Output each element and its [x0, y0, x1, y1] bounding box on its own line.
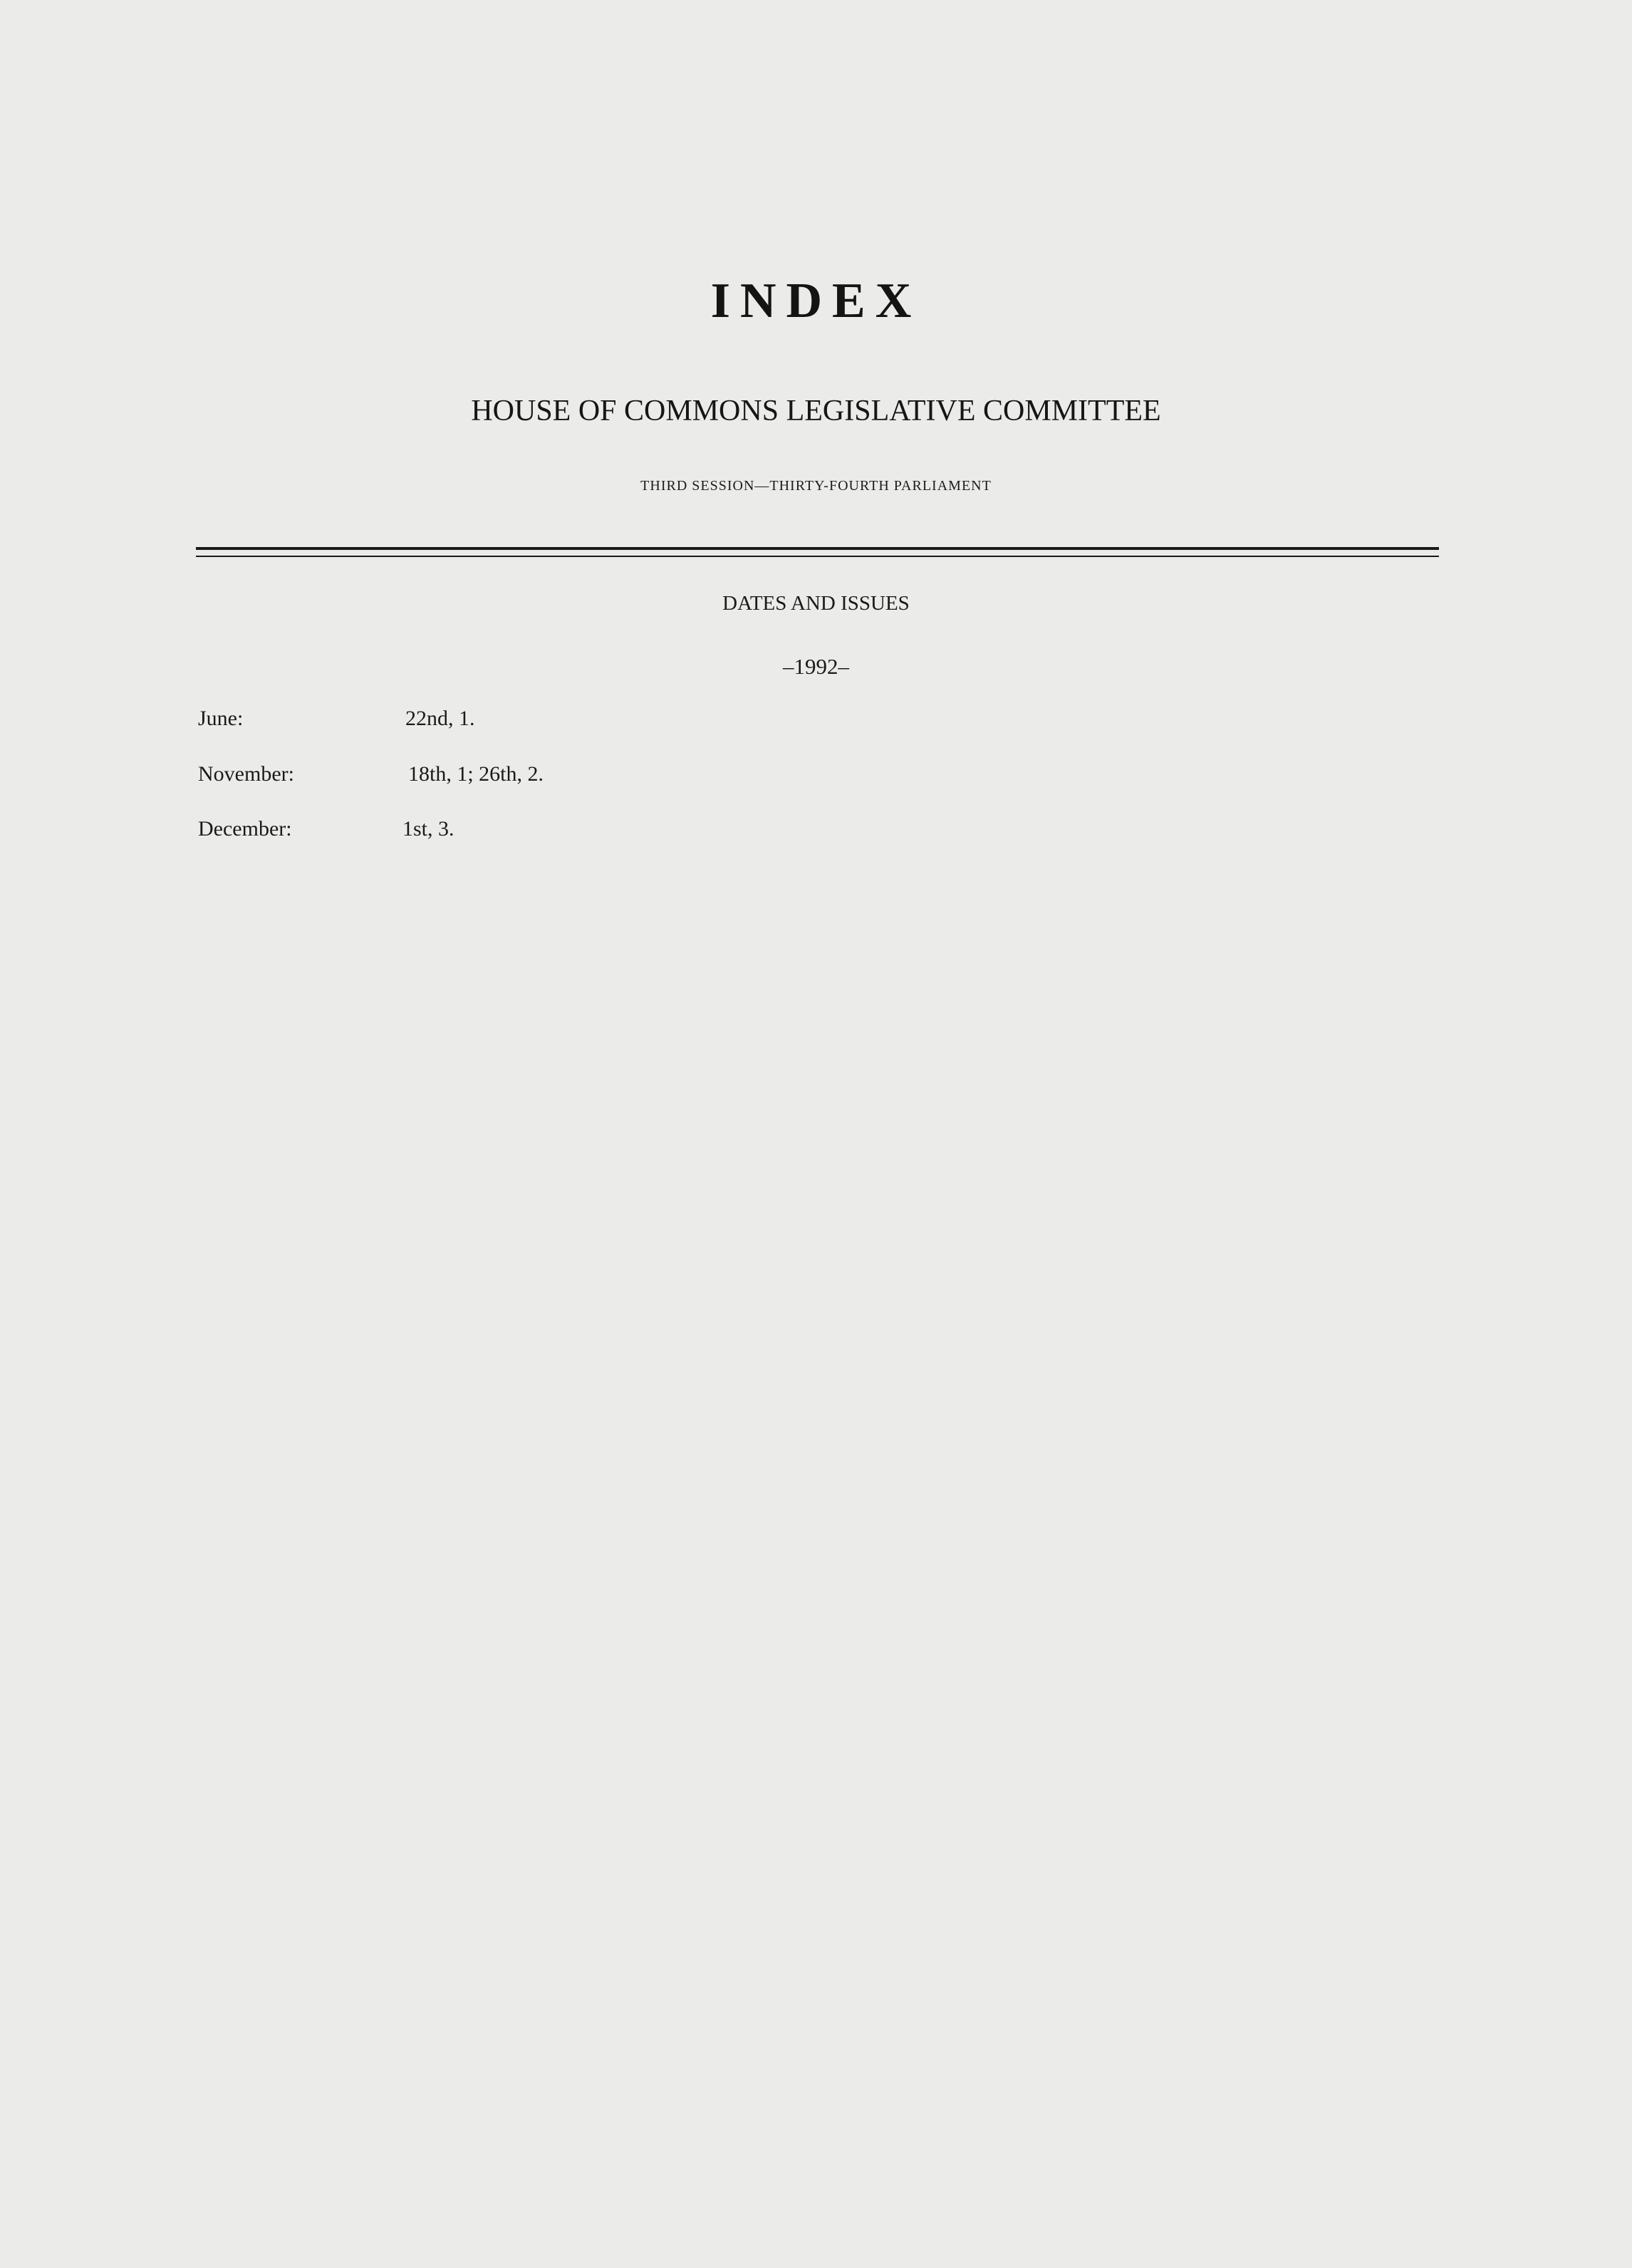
- index-title: INDEX: [710, 274, 922, 328]
- dates-and-issues-heading: DATES AND ISSUES: [722, 592, 910, 615]
- date-row-issues: 1st, 3.: [402, 817, 454, 841]
- date-row-month: June:: [198, 707, 244, 730]
- year-label: –1992–: [783, 654, 849, 679]
- date-row-issues: 18th, 1; 26th, 2.: [408, 762, 544, 786]
- date-row-month: December:: [198, 817, 292, 841]
- date-row-month: November:: [198, 762, 294, 786]
- committee-name: HOUSE OF COMMONS LEGISLATIVE COMMITTEE: [471, 395, 1161, 427]
- double-rule-bottom: [196, 556, 1439, 557]
- date-row-issues: 22nd, 1.: [405, 707, 475, 730]
- session-subtitle: THIRD SESSION—THIRTY-FOURTH PARLIAMENT: [640, 478, 992, 494]
- double-rule-top: [196, 547, 1439, 550]
